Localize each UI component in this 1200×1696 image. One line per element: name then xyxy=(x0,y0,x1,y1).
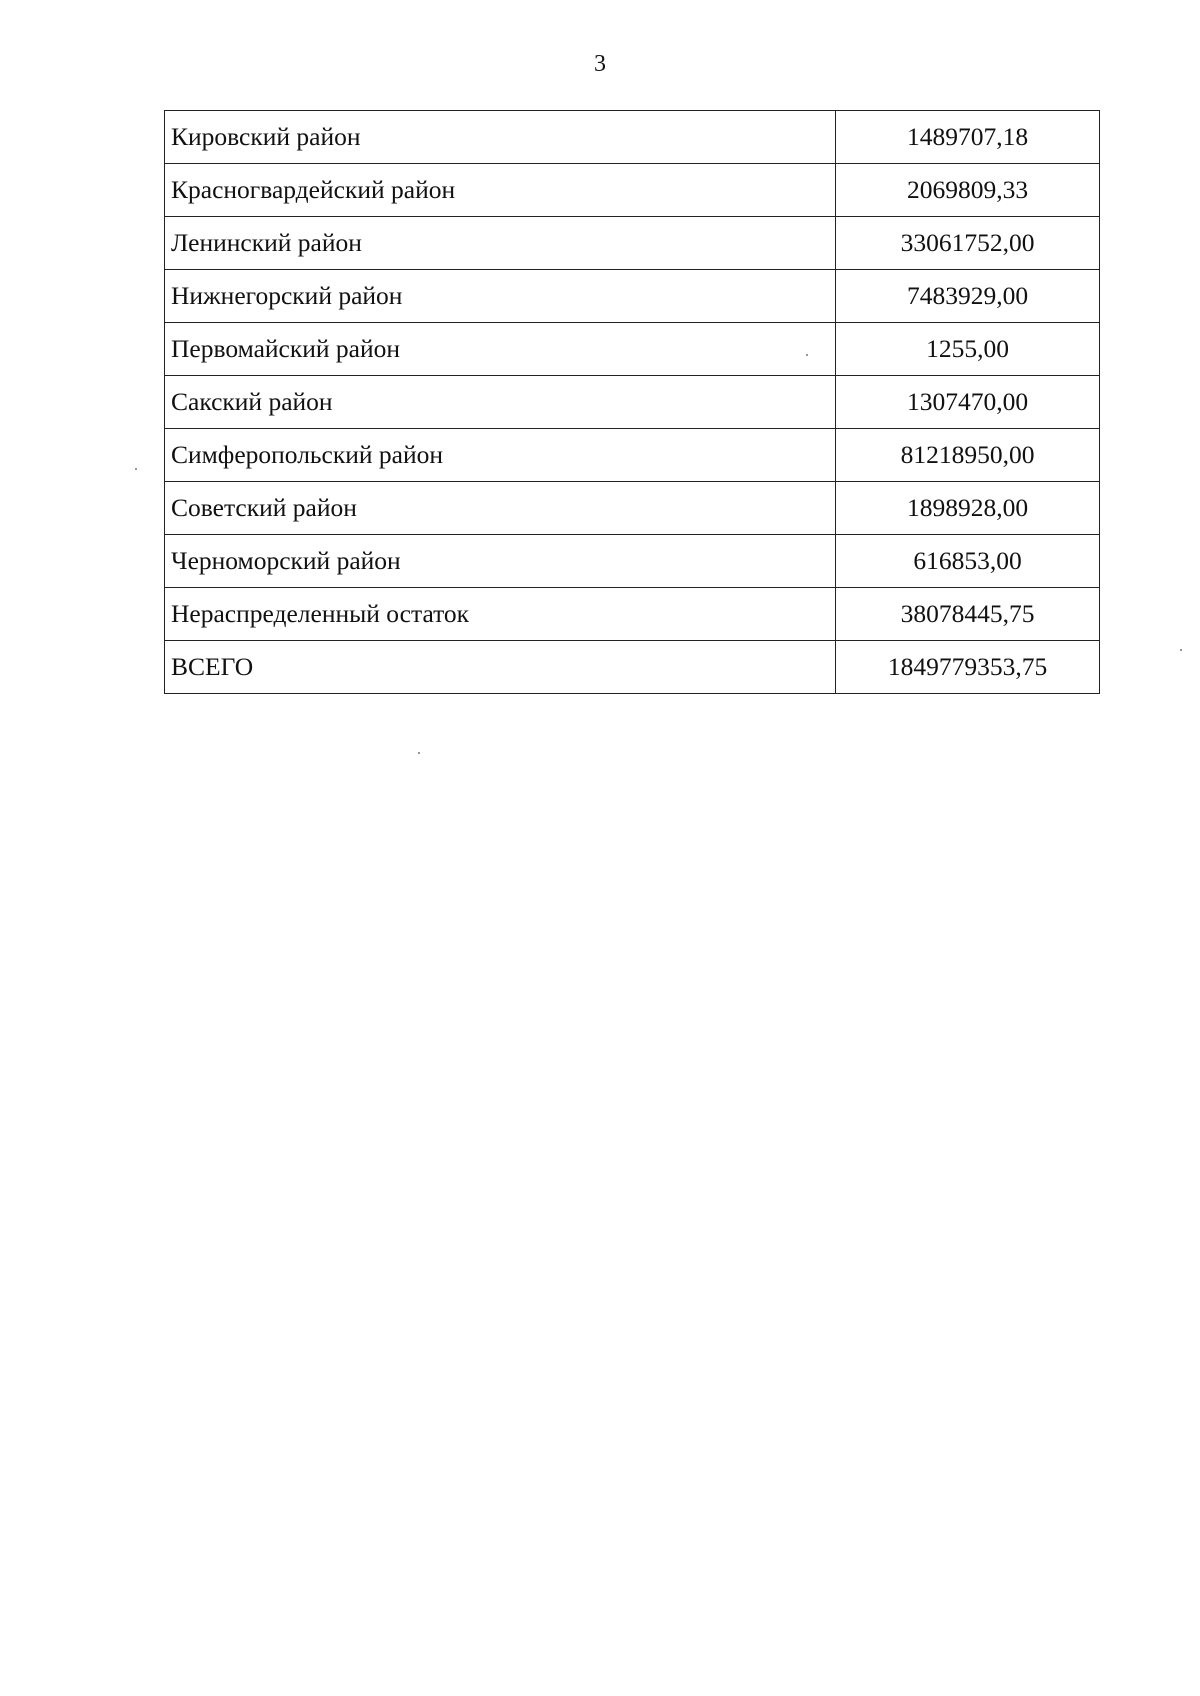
amount-cell: 33061752,00 xyxy=(836,217,1100,270)
table-row xyxy=(165,376,1100,429)
unallocated-balance-amount-cell: 38078445,75 xyxy=(836,588,1100,641)
district-name-cell: Кировский район xyxy=(165,111,836,164)
table-row xyxy=(165,270,1100,323)
page-number: 3 xyxy=(594,51,606,77)
table-row xyxy=(165,217,1100,270)
district-name-cell: Первомайский район xyxy=(165,323,836,376)
amount-cell: 616853,00 xyxy=(836,535,1100,588)
amount-cell: 1307470,00 xyxy=(836,376,1100,429)
scan-speck xyxy=(806,354,808,356)
amount-cell: 7483929,00 xyxy=(836,270,1100,323)
amount-cell: 1255,00 xyxy=(836,323,1100,376)
table-body xyxy=(165,111,1100,694)
amount-cell: 2069809,33 xyxy=(836,164,1100,217)
total-amount-cell: 1849779353,75 xyxy=(836,641,1100,694)
table-row-total xyxy=(165,641,1100,694)
district-name-cell: Нижнегорский район xyxy=(165,270,836,323)
district-amounts-table xyxy=(164,110,1100,694)
scan-speck xyxy=(135,468,137,470)
district-name-cell: Советский район xyxy=(165,482,836,535)
table-row xyxy=(165,164,1100,217)
district-name-cell: Черноморский район xyxy=(165,535,836,588)
table-row xyxy=(165,111,1100,164)
total-label-cell: ВСЕГО xyxy=(165,641,836,694)
district-name-cell: Ленинский район xyxy=(165,217,836,270)
table-row xyxy=(165,323,1100,376)
district-name-cell: Сакский район xyxy=(165,376,836,429)
table-row xyxy=(165,429,1100,482)
amount-cell: 81218950,00 xyxy=(836,429,1100,482)
table-row xyxy=(165,588,1100,641)
district-name-cell: Красногвардейский район xyxy=(165,164,836,217)
scan-speck xyxy=(1180,649,1182,651)
amount-cell: 1489707,18 xyxy=(836,111,1100,164)
table-row xyxy=(165,482,1100,535)
amount-cell: 1898928,00 xyxy=(836,482,1100,535)
scan-speck xyxy=(418,752,420,754)
table-row xyxy=(165,535,1100,588)
unallocated-balance-label-cell: Нераспределенный остаток xyxy=(165,588,836,641)
district-name-cell: Симферопольский район xyxy=(165,429,836,482)
